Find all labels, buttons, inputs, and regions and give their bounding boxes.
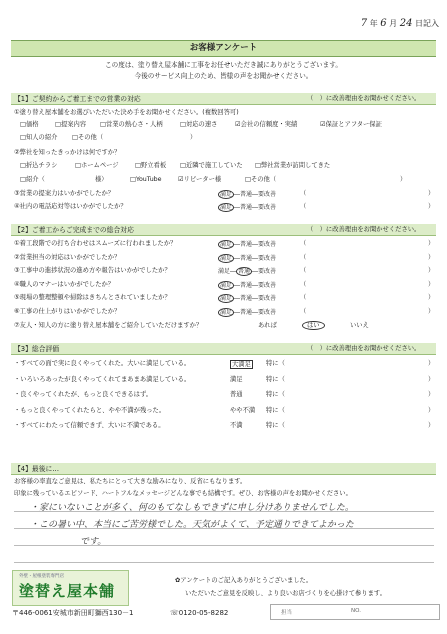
- eval-rating[interactable]: 不満: [230, 422, 243, 429]
- q1-opt: ）: [190, 134, 197, 141]
- eval-reason[interactable]: 特に（: [266, 360, 285, 367]
- q2-label: ②営業担当の対応はいかがでしたか？: [14, 253, 121, 261]
- scale-option[interactable]: 満足: [220, 254, 233, 262]
- q2-opt[interactable]: □ホームページ: [75, 162, 119, 169]
- eval-rating[interactable]: 大満足: [232, 361, 251, 368]
- q2-opt[interactable]: ☑リピーター様: [178, 176, 222, 183]
- q2-scale[interactable]: 満足― 普通 ―要改善: [218, 268, 277, 275]
- q2-label: ⑥工事の仕上がりはいかがでしたか？: [14, 307, 121, 315]
- eval-rating[interactable]: 満足: [230, 375, 243, 383]
- eval-reason[interactable]: 特に（: [266, 406, 285, 414]
- final-intro-1: お客様の率直なご意見は、私たちにとって大きな励みになり、反省にもなります。: [14, 478, 247, 485]
- q2-label: ①着工段階での打ち合わせはスムーズに行われましたか？: [14, 240, 177, 247]
- q2-scale[interactable]: 満足 ―普通―要改善: [220, 281, 277, 289]
- q1-opt[interactable]: ☑会社の信頼度・実績: [235, 121, 298, 128]
- eval-label: ・いろいろあったが良くやってくれてまあまあ満足している。: [14, 375, 191, 383]
- page-title: お客様アンケート: [11, 40, 436, 57]
- comment-line-2[interactable]: ・この暑い中、本当にご苦労様でした。天気がよくて、予定通りできてよかった: [30, 520, 354, 530]
- scale-option[interactable]: 普通: [240, 308, 253, 316]
- date-year-hw: 7: [360, 18, 368, 29]
- q1-opt[interactable]: ☑保証とアフター保証: [320, 121, 382, 128]
- eval-label: ・もっと良くやってくれたらと、やや不満が残った。: [14, 406, 166, 414]
- eval-reason[interactable]: 特に（: [266, 391, 285, 398]
- company-phone: ☏0120-05-8282: [170, 609, 229, 617]
- scale-option[interactable]: 普通: [240, 254, 253, 262]
- eval-reason[interactable]: 特に（: [266, 422, 285, 429]
- q4-scale[interactable]: 満足 ―普通―要改善: [220, 204, 277, 211]
- scale-option[interactable]: 満足: [220, 281, 233, 289]
- eval-rating[interactable]: やや不満: [230, 406, 256, 414]
- q2-opt[interactable]: □野立看板: [135, 162, 167, 169]
- q1-opt[interactable]: □その他（: [72, 134, 104, 141]
- comment-line-1[interactable]: ・家にいないことが多く、何のもてなしもできずに申し分けありませんでした。: [30, 503, 354, 513]
- intro-line-2: 今後のサービス向上のため、皆様の声をお聞かせください。: [134, 72, 313, 80]
- q2-opt[interactable]: □紹介（: [20, 176, 45, 183]
- q2-opt[interactable]: □その他（: [245, 176, 277, 183]
- date-field: 7 年 6 月 24 日記入: [360, 18, 439, 29]
- eval-label: ・すべてにわたって信頼できず、大いに不満である。: [14, 422, 165, 429]
- scale-option[interactable]: 普通: [240, 295, 253, 302]
- phone-icon: ☏: [170, 609, 179, 617]
- q1-label: ①塗り替え屋本舗をお選びいただいた決め手をお聞かせください。(複数回答可): [14, 109, 239, 116]
- scale-option[interactable]: 要改善: [258, 281, 277, 289]
- q2-label: ②弊社を知ったきっかけは何ですか？: [14, 149, 121, 156]
- company-address: 〒446-0061安城市新田町獅西130－1: [12, 609, 134, 617]
- q7-opt-iie[interactable]: いいえ: [350, 322, 369, 329]
- q3-label: ③営業の提案力はいかがでしたか？: [14, 190, 115, 197]
- scale-option[interactable]: 普通: [238, 268, 251, 275]
- eval-reason[interactable]: 特に（: [266, 375, 285, 383]
- q1-opt[interactable]: □提案内容: [55, 121, 87, 128]
- q4-label: ④社内の電話応対等はいかがでしたか？: [14, 203, 127, 210]
- q1-opt[interactable]: □対応の速さ: [180, 121, 218, 128]
- staff-table: 担当 NO.: [270, 604, 440, 620]
- scale-option[interactable]: 要改善: [258, 241, 277, 248]
- q7-label: ⑦友人・知人の方に塗り替え屋本舗をご紹介していただけますか？: [14, 322, 203, 329]
- section-2-header: 【2】ご着工からご完成までの総合対応 （ ）に改善理由をお聞かせください。: [11, 224, 436, 236]
- company-logo: 外壁・屋根塗装専門店 塗替え屋本舗: [12, 570, 129, 606]
- scale-option[interactable]: 要改善: [258, 295, 277, 302]
- q2-opt[interactable]: □弊社営業が訪問してきた: [255, 162, 331, 169]
- q2-label: ③工事中の進捗状況の進め方や報告はいかがでしたか？: [14, 267, 171, 274]
- q2-opt[interactable]: □YouTube: [130, 176, 162, 183]
- section-1-header: 【1】ご契約からご着工までの営業の対応 （ ）に改善理由をお聞かせください。: [11, 93, 436, 105]
- q2-label: ④職人のマナーはいかがでしたか？: [14, 280, 115, 288]
- section-3-header: 【3】総合評価 （ ）に改善理由をお聞かせください。: [11, 343, 436, 355]
- q7-opt-hai[interactable]: はい: [302, 321, 325, 330]
- q2-opt[interactable]: □折込チラシ: [20, 162, 58, 169]
- q3-scale[interactable]: 満足 ―普通―要改善: [220, 191, 277, 198]
- scale-option[interactable]: 普通: [240, 281, 253, 289]
- q1-opt[interactable]: □価格: [20, 121, 39, 128]
- q1-opt[interactable]: □知人の紹介: [20, 134, 58, 141]
- q2-scale[interactable]: 満足 ―普通―要改善: [220, 295, 277, 302]
- q2-scale[interactable]: 満足 ―普通―要改善: [220, 308, 277, 316]
- scale-option[interactable]: 普通: [240, 241, 253, 248]
- thanks-line-2: いただいたご意見を反映し、より良いお店づくりを心掛けて参ります。: [185, 590, 386, 597]
- comment-line-3[interactable]: です。: [80, 537, 107, 547]
- eval-label: ・良くやってくれたが、もっと良くできるはず。: [14, 391, 153, 398]
- q2-opt[interactable]: □近隣で施工していた: [180, 162, 243, 169]
- q1-opt[interactable]: □営業の熱心さ・人柄: [100, 121, 163, 128]
- q2-opt: ）: [400, 176, 407, 183]
- scale-option[interactable]: 満足: [220, 295, 233, 302]
- scale-option[interactable]: 満足: [218, 268, 231, 275]
- q2-scale[interactable]: 満足 ―普通―要改善: [220, 254, 277, 262]
- scale-option[interactable]: 満足: [220, 308, 233, 316]
- eval-label: ・すべての面で実に良くやってくれた。大いに満足している。: [14, 360, 191, 367]
- final-intro-2: 印象に残っているエピソード、ハートフルなメッセージどんな事でも結構です。ぜひ、お客様の声をお聞かせください。: [14, 490, 352, 497]
- scale-option[interactable]: 要改善: [258, 268, 277, 275]
- intro-line-1: この度は、塗り替え屋本舗に工事をお任せいただき誠にありがとうございます。: [105, 61, 342, 69]
- scale-option[interactable]: 要改善: [258, 308, 277, 316]
- q2-opt: 様）: [95, 176, 108, 183]
- eval-rating[interactable]: 普通: [230, 391, 243, 398]
- scale-option[interactable]: 満足: [220, 241, 233, 248]
- section-4-header: 【4】最後に…: [11, 463, 436, 475]
- scale-option[interactable]: 要改善: [258, 254, 277, 262]
- q7-opt-arebe[interactable]: あれば: [258, 322, 277, 329]
- thanks-line-1: ✿アンケートのご記入ありがとうございました。: [175, 577, 313, 584]
- q2-label: ⑤現場の整理整頓や掃除はきちんとされていましたか？: [14, 294, 171, 301]
- q2-scale[interactable]: 満足 ―普通―要改善: [220, 241, 277, 248]
